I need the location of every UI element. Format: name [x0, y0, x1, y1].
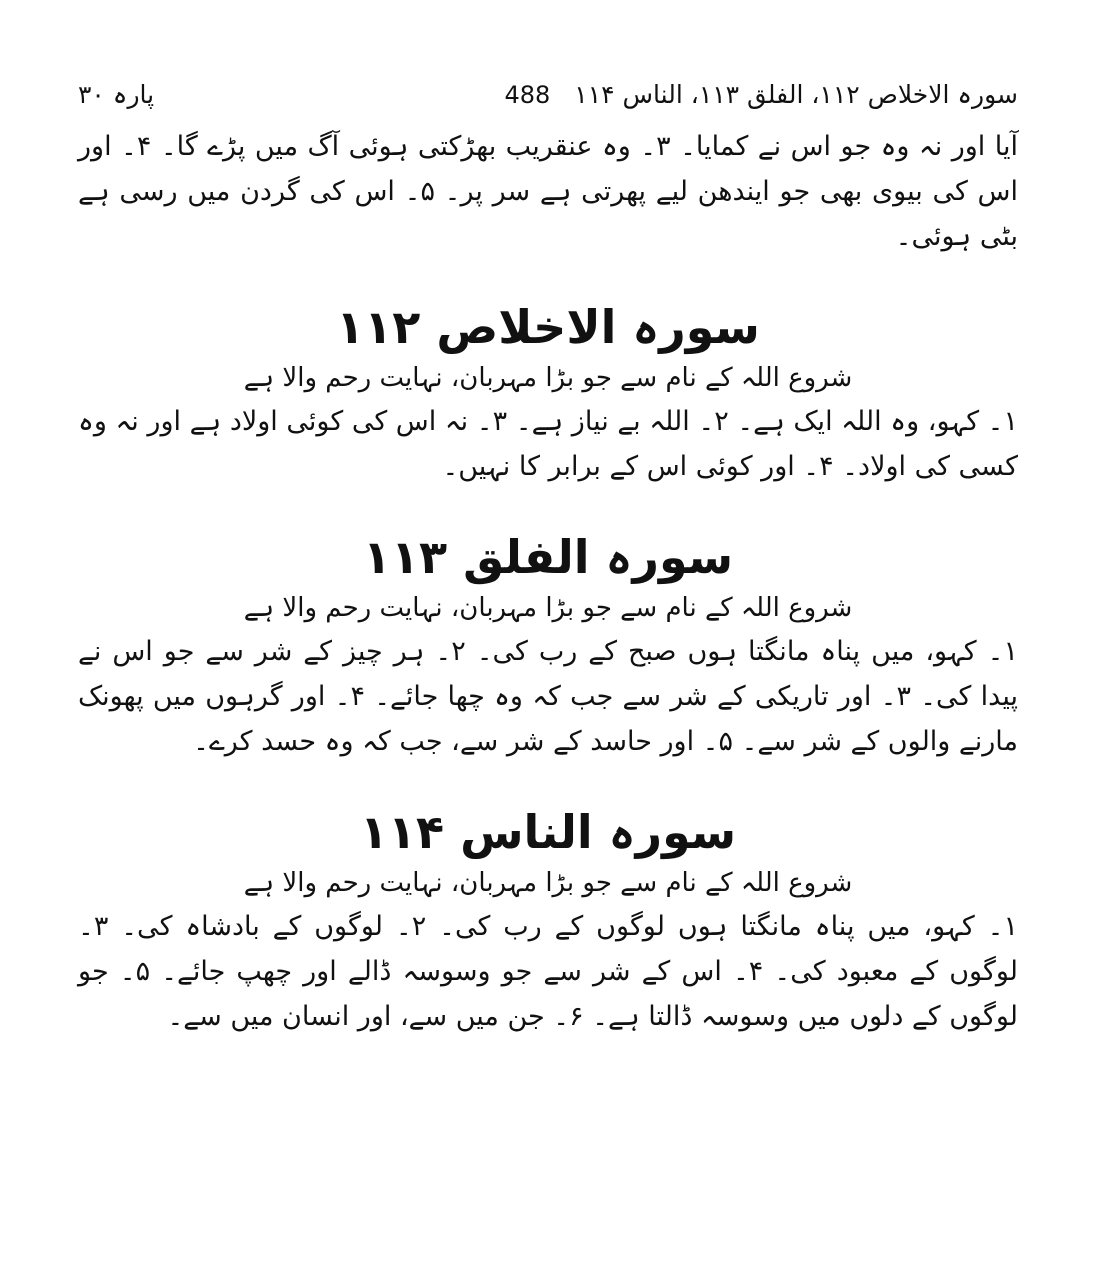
- bismillah: شروع اللہ کے نام سے جو بڑا مہربان، نہایت رحم والا ہے: [243, 593, 853, 623]
- spacer: [78, 764, 1018, 802]
- document-page: [78, 80, 1018, 1039]
- surah-text: ۱۔ کہو، وہ اللہ ایک ہے۔ ۲۔ اللہ بے نیاز ہے۔ ۳۔ نہ اس کی کوئی اولاد ہے اور نہ وہ کسی کی اولاد۔ ۴۔ اور کوئی اس کے برابر کا نہیں۔: [78, 406, 1019, 482]
- surah-nas: [78, 802, 1018, 1039]
- header-surah-names: سورہ الاخلاص ۱۱۲، الفلق ۱۱۳، الناس ۱۱۴: [574, 80, 1018, 109]
- surah-title: سورہ الاخلاص ۱۱۲: [336, 300, 760, 354]
- surah-text: ۱۔ کہو، میں پناہ مانگتا ہوں لوگوں کے رب کی۔ ۲۔ لوگوں کے بادشاہ کی۔ ۳۔ لوگوں کے معبود کی۔ ۴۔ اس کے شر سے جو وسوسہ ڈالے اور چھپ جائے۔ ۵۔ جو لوگوں کے دلوں میں وسوسہ ڈالتا ہے۔ ۶۔ جن میں سے، اور انسان میں سے۔: [78, 911, 1018, 1032]
- bismillah: شروع اللہ کے نام سے جو بڑا مہربان، نہایت رحم والا ہے: [243, 868, 853, 898]
- intro-text: آیا اور نہ وہ جو اس نے کمایا۔ ۳۔ وہ عنقریب بھڑکتی ہوئی آگ میں پڑے گا۔ ۴۔ اور اس کی بیوی بھی جو ایندھن لیے پھرتی ہے سر پر۔ ۵۔ اس کی گردن میں رسی ہے بٹی ہوئی۔: [78, 131, 1018, 252]
- para-label: پارہ ۳۰: [78, 80, 155, 109]
- spacer: [78, 489, 1018, 527]
- surah-falaq: [78, 527, 1018, 764]
- spacer: [78, 259, 1018, 297]
- surah-ikhlas: [78, 297, 1018, 489]
- header-right: [504, 80, 1018, 109]
- page-header: [78, 80, 1018, 124]
- surah-title: سورہ الفلق ۱۱۳: [362, 530, 734, 584]
- page-number: 488: [504, 81, 551, 109]
- bismillah: شروع اللہ کے نام سے جو بڑا مہربان، نہایت رحم والا ہے: [243, 363, 853, 393]
- surah-text: ۱۔ کہو، میں پناہ مانگتا ہوں صبح کے رب کی۔ ۲۔ ہر چیز کے شر سے جو اس نے پیدا کی۔ ۳۔ اور تاریکی کے شر سے جب کہ وہ چھا جائے۔ ۴۔ اور گرہوں میں پھونک مارنے والوں کے شر سے۔ ۵۔ اور حاسد کے شر سے، جب کہ وہ حسد کرے۔: [78, 636, 1018, 757]
- surah-title: سورہ الناس ۱۱۴: [359, 805, 737, 859]
